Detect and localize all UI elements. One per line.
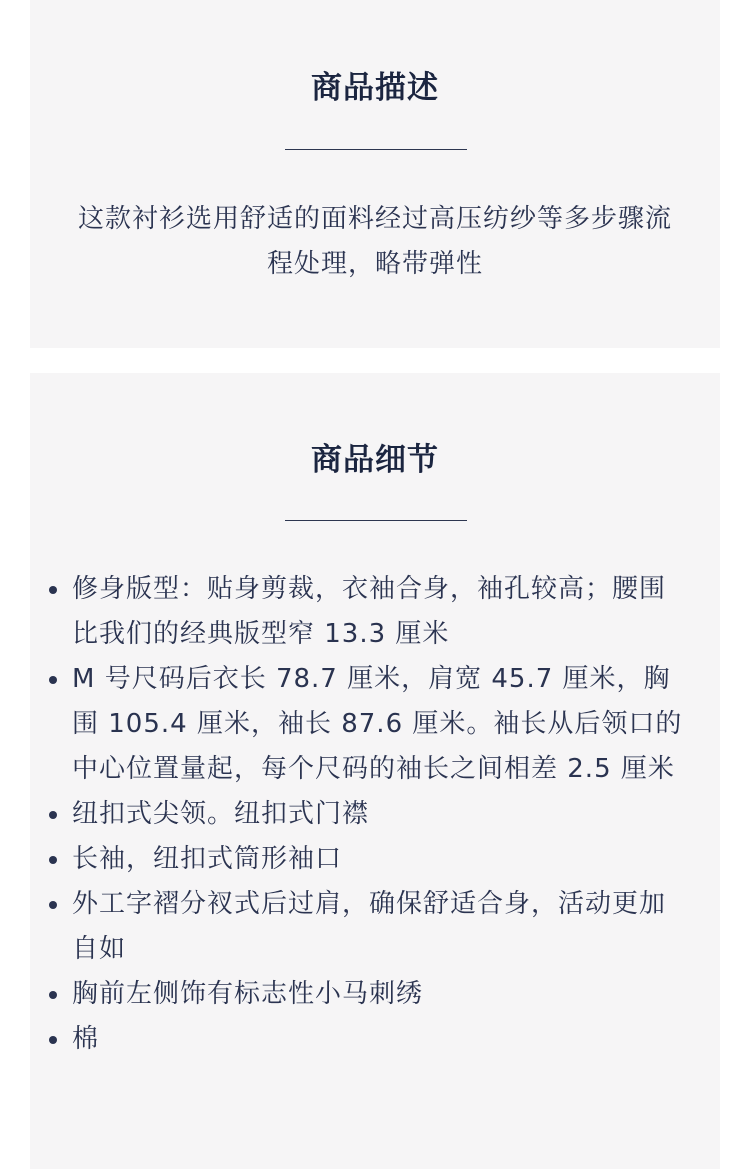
list-item <box>72 657 692 792</box>
list-item <box>72 792 692 837</box>
bullet-icon <box>49 856 57 864</box>
description-text: 这款衬衫选用舒适的面料经过高压纺纱等多步骤流程处理，略带弹性 <box>77 204 672 279</box>
list-item <box>72 1017 692 1062</box>
bullet-icon <box>49 991 57 999</box>
bullet-icon <box>49 1036 57 1044</box>
list-item-text: 纽扣式尖领。纽扣式门襟 <box>72 799 370 829</box>
list-item-text: 修身版型：贴身剪裁，衣袖合身，袖孔较高；腰围比我们的经典版型窄 13.3 厘米 <box>72 574 667 649</box>
details-divider <box>285 520 467 521</box>
list-item <box>72 567 692 657</box>
list-item-text: 棉 <box>72 1024 100 1054</box>
description-divider <box>285 149 467 150</box>
details-title: 商品细节 <box>311 442 439 478</box>
product-details-card <box>30 373 720 1169</box>
list-item-text: 胸前左侧饰有标志性小马刺绣 <box>72 979 424 1009</box>
bullet-icon <box>49 676 57 684</box>
list-item <box>72 972 692 1017</box>
list-item <box>72 882 692 972</box>
bullet-icon <box>49 901 57 909</box>
list-item-text: M 号尺码后衣长 78.7 厘米，肩宽 45.7 厘米，胸围 105.4 厘米，袖长 87.6 厘米。袖长从后领口的中心位置量起，每个尺码的袖长之间相差 2.5 厘米 <box>72 664 683 784</box>
description-title: 商品描述 <box>311 70 439 106</box>
bullet-icon <box>49 811 57 819</box>
list-item-text: 外工字褶分衩式后过肩，确保舒适合身，活动更加自如 <box>72 889 667 964</box>
details-list <box>72 567 692 1062</box>
list-item <box>72 837 692 882</box>
product-description-card <box>30 0 720 348</box>
bullet-icon <box>49 586 57 594</box>
list-item-text: 长袖，纽扣式筒形袖口 <box>72 844 343 874</box>
